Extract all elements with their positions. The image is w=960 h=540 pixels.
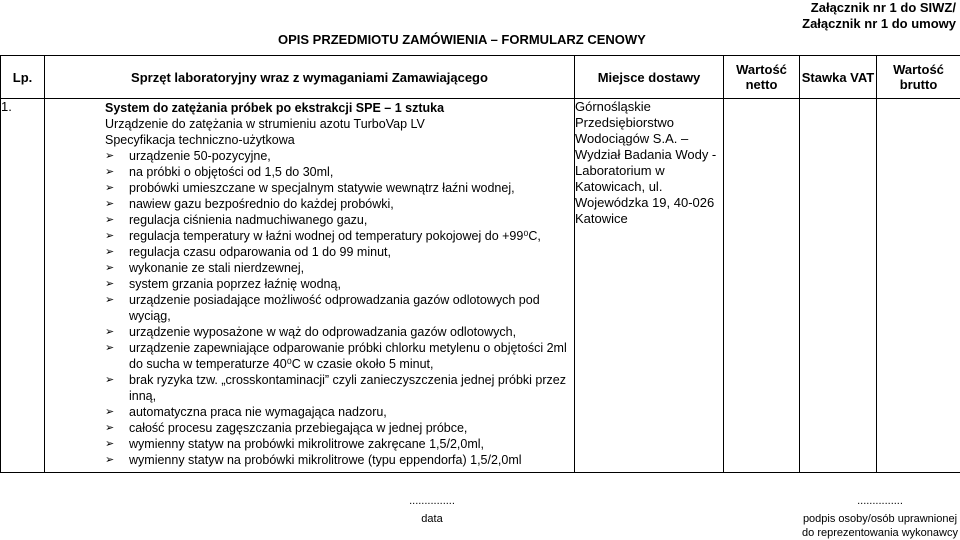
equipment-model: Urządzenie do zatężania w strumieniu azotu TurboVap LV bbox=[105, 116, 570, 132]
list-item bbox=[105, 420, 570, 436]
arrowhead-bullet-icon: ➢ bbox=[105, 164, 114, 180]
signature-dots: ............... bbox=[800, 494, 960, 508]
arrowhead-bullet-icon: ➢ bbox=[105, 260, 114, 276]
list-item bbox=[105, 340, 570, 372]
arrowhead-bullet-icon: ➢ bbox=[105, 292, 114, 308]
specification-item-text: regulacja ciśnienia nadmuchiwanego gazu, bbox=[129, 213, 367, 227]
date-signature-block bbox=[394, 494, 470, 526]
arrowhead-bullet-icon: ➢ bbox=[105, 212, 114, 228]
column-header-vat-rate: Stawka VAT bbox=[800, 56, 877, 99]
specification-heading: Specyfikacja techniczno-użytkowa bbox=[105, 132, 570, 148]
attachment-line-1: Załącznik nr 1 do SIWZ/ bbox=[802, 0, 956, 16]
arrowhead-bullet-icon: ➢ bbox=[105, 404, 114, 420]
specification-item-text: brak ryzyka tzw. „crosskontaminacji” czyli zanieczyszczenia jednej próbki przez inną, bbox=[129, 373, 566, 403]
list-item bbox=[105, 228, 570, 244]
column-header-equipment: Sprzęt laboratoryjny wraz z wymaganiami Zamawiającego bbox=[45, 56, 575, 99]
equipment-name: System do zatężania próbek po ekstrakcji SPE – 1 sztuka bbox=[105, 100, 570, 116]
specification-item-text: urządzenie posiadające możliwość odprowadzania gazów odlotowych pod wyciąg, bbox=[129, 293, 540, 323]
list-item bbox=[105, 212, 570, 228]
table-header-row bbox=[1, 56, 960, 99]
arrowhead-bullet-icon: ➢ bbox=[105, 340, 114, 356]
specification-item-text: urządzenie zapewniające odparowanie próbki chlorku metylenu o objętości 2ml do sucha w temperaturze 40⁰C w czasie około 5 minut, bbox=[129, 341, 567, 371]
specification-item-text: regulacja czasu odparowania od 1 do 99 minut, bbox=[129, 245, 391, 259]
arrowhead-bullet-icon: ➢ bbox=[105, 324, 114, 340]
price-form-table bbox=[0, 55, 960, 473]
list-item bbox=[105, 372, 570, 404]
list-item bbox=[105, 244, 570, 260]
date-dots: ............... bbox=[394, 494, 470, 508]
arrowhead-bullet-icon: ➢ bbox=[105, 244, 114, 260]
list-item bbox=[105, 260, 570, 276]
specification-item-text: urządzenie 50-pozycyjne, bbox=[129, 149, 271, 163]
arrowhead-bullet-icon: ➢ bbox=[105, 180, 114, 196]
list-item bbox=[105, 292, 570, 324]
specification-item-text: całość procesu zagęszczania przebiegająca w jednej próbce, bbox=[129, 421, 467, 435]
equipment-description-cell bbox=[45, 99, 575, 473]
gross-value-cell[interactable] bbox=[877, 99, 960, 473]
attachment-header bbox=[802, 0, 956, 32]
specification-item-text: regulacja temperatury w łaźni wodnej od temperatury pokojowej do +99⁰C, bbox=[129, 229, 541, 243]
arrowhead-bullet-icon: ➢ bbox=[105, 452, 114, 468]
specification-list bbox=[101, 148, 570, 468]
list-item bbox=[105, 436, 570, 452]
specification-item-text: probówki umieszczane w specjalnym statywie wewnątrz łaźni wodnej, bbox=[129, 181, 515, 195]
signature-line-2: do reprezentowania wykonawcy bbox=[800, 526, 960, 540]
column-header-gross-value: Wartość brutto bbox=[877, 56, 960, 99]
list-item bbox=[105, 180, 570, 196]
list-item bbox=[105, 452, 570, 468]
arrowhead-bullet-icon: ➢ bbox=[105, 420, 114, 436]
list-item bbox=[105, 148, 570, 164]
arrowhead-bullet-icon: ➢ bbox=[105, 228, 114, 244]
column-header-lp: Lp. bbox=[1, 56, 45, 99]
list-item bbox=[105, 196, 570, 212]
specification-item-text: wymienny statyw na probówki mikrolitrowe (typu eppendorfa) 1,5/2,0ml bbox=[129, 453, 522, 467]
arrowhead-bullet-icon: ➢ bbox=[105, 276, 114, 292]
table-row bbox=[1, 99, 960, 473]
vat-rate-cell[interactable] bbox=[800, 99, 877, 473]
column-header-net-value: Wartość netto bbox=[724, 56, 800, 99]
arrowhead-bullet-icon: ➢ bbox=[105, 372, 114, 388]
document-title: OPIS PRZEDMIOTU ZAMÓWIENIA – FORMULARZ CENOWY bbox=[278, 32, 646, 47]
specification-item-text: nawiew gazu bezpośrednio do każdej probówki, bbox=[129, 197, 394, 211]
specification-item-text: wykonanie ze stali nierdzewnej, bbox=[129, 261, 304, 275]
specification-item-text: wymienny statyw na probówki mikrolitrowe zakręcane 1,5/2,0ml, bbox=[129, 437, 484, 451]
column-header-place: Miejsce dostawy bbox=[575, 56, 724, 99]
date-label: data bbox=[394, 512, 470, 526]
specification-item-text: automatyczna praca nie wymagająca nadzoru, bbox=[129, 405, 387, 419]
delivery-place: Górnośląskie Przedsiębiorstwo Wodociągów S.A. – Wydział Badania Wody - Laboratorium w Katowicach, ul. Wojewódzka 19, 40-026 Katowice bbox=[575, 99, 724, 473]
list-item bbox=[105, 276, 570, 292]
list-item bbox=[105, 324, 570, 340]
arrowhead-bullet-icon: ➢ bbox=[105, 148, 114, 164]
net-value-cell[interactable] bbox=[724, 99, 800, 473]
specification-item-text: na próbki o objętości od 1,5 do 30ml, bbox=[129, 165, 333, 179]
list-item bbox=[105, 404, 570, 420]
arrowhead-bullet-icon: ➢ bbox=[105, 436, 114, 452]
signature-line-1: podpis osoby/osób uprawnionej bbox=[800, 512, 960, 526]
attachment-line-2: Załącznik nr 1 do umowy bbox=[802, 16, 956, 32]
specification-item-text: urządzenie wyposażone w wąż do odprowadzania gazów odlotowych, bbox=[129, 325, 516, 339]
row-number: 1. bbox=[1, 99, 45, 473]
arrowhead-bullet-icon: ➢ bbox=[105, 196, 114, 212]
signature-block bbox=[800, 494, 960, 540]
list-item bbox=[105, 164, 570, 180]
specification-item-text: system grzania poprzez łaźnię wodną, bbox=[129, 277, 341, 291]
